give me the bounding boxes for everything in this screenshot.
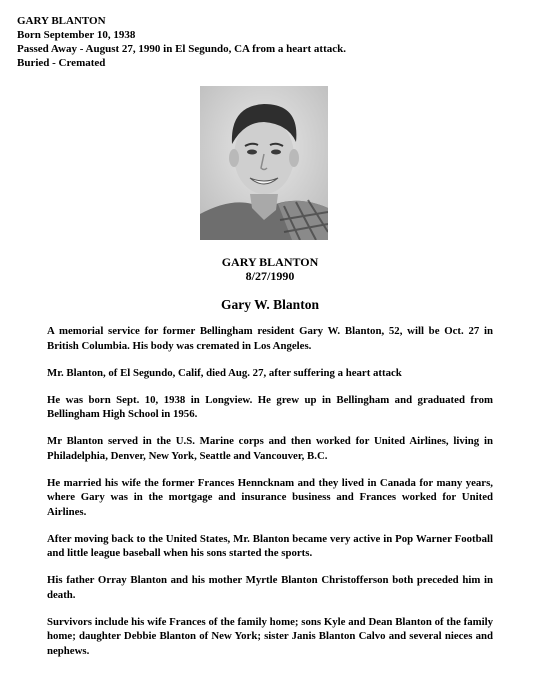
header-passed: Passed Away - August 27, 1990 in El Segundo, CA from a heart attack.	[17, 43, 347, 55]
header-name: GARY BLANTON	[17, 15, 106, 27]
article-body	[47, 324, 493, 671]
portrait-image	[200, 86, 328, 240]
header-buried: Buried - Cremated	[17, 57, 106, 69]
article-title	[0, 255, 540, 283]
portrait-photo	[200, 86, 328, 240]
paragraph: After moving back to the United States, Mr. Blanton became very active in Pop Warner Football and little league baseball when his sons started the sports.	[47, 532, 493, 559]
title-name: GARY BLANTON	[221, 255, 319, 269]
paragraph: Mr. Blanton, of El Segundo, Calif, died Aug. 27, after suffering a heart attack	[47, 366, 402, 379]
paragraph: Mr Blanton served in the U.S. Marine corps and then worked for United Airlines, living in Philadelphia, Denver, New York, Seattle and Vancouver, B.C.	[47, 435, 493, 462]
paragraph: A memorial service for former Bellingham resident Gary W. Blanton, 52, will be Oct. 27 in British Columbia. His body was cremated in Los Angeles.	[47, 325, 493, 352]
paragraph: He was born Sept. 10, 1938 in Longview. He grew up in Bellingham and graduated from Bellingham High School in 1956.	[47, 393, 493, 420]
paragraph: Survivors include his wife Frances of the family home; sons Kyle and Dean Blanton of the family home; daughter Debbie Blanton of New York; sister Janis Blanton Calvo and several nieces and nephews.	[47, 615, 493, 657]
header-block	[17, 14, 346, 70]
paragraph: He married his wife the former Frances Henncknam and they lived in Canada for many years, where Gary was in the mortgage and insurance business and Frances worked for United Airlines.	[47, 476, 493, 518]
title-date: 8/27/1990	[245, 269, 295, 283]
header-born: Born September 10, 1938	[17, 29, 136, 41]
paragraph: His father Orray Blanton and his mother Myrtle Blanton Christofferson both preceded him in death.	[47, 574, 493, 601]
article-subtitle: Gary W. Blanton	[221, 297, 319, 312]
